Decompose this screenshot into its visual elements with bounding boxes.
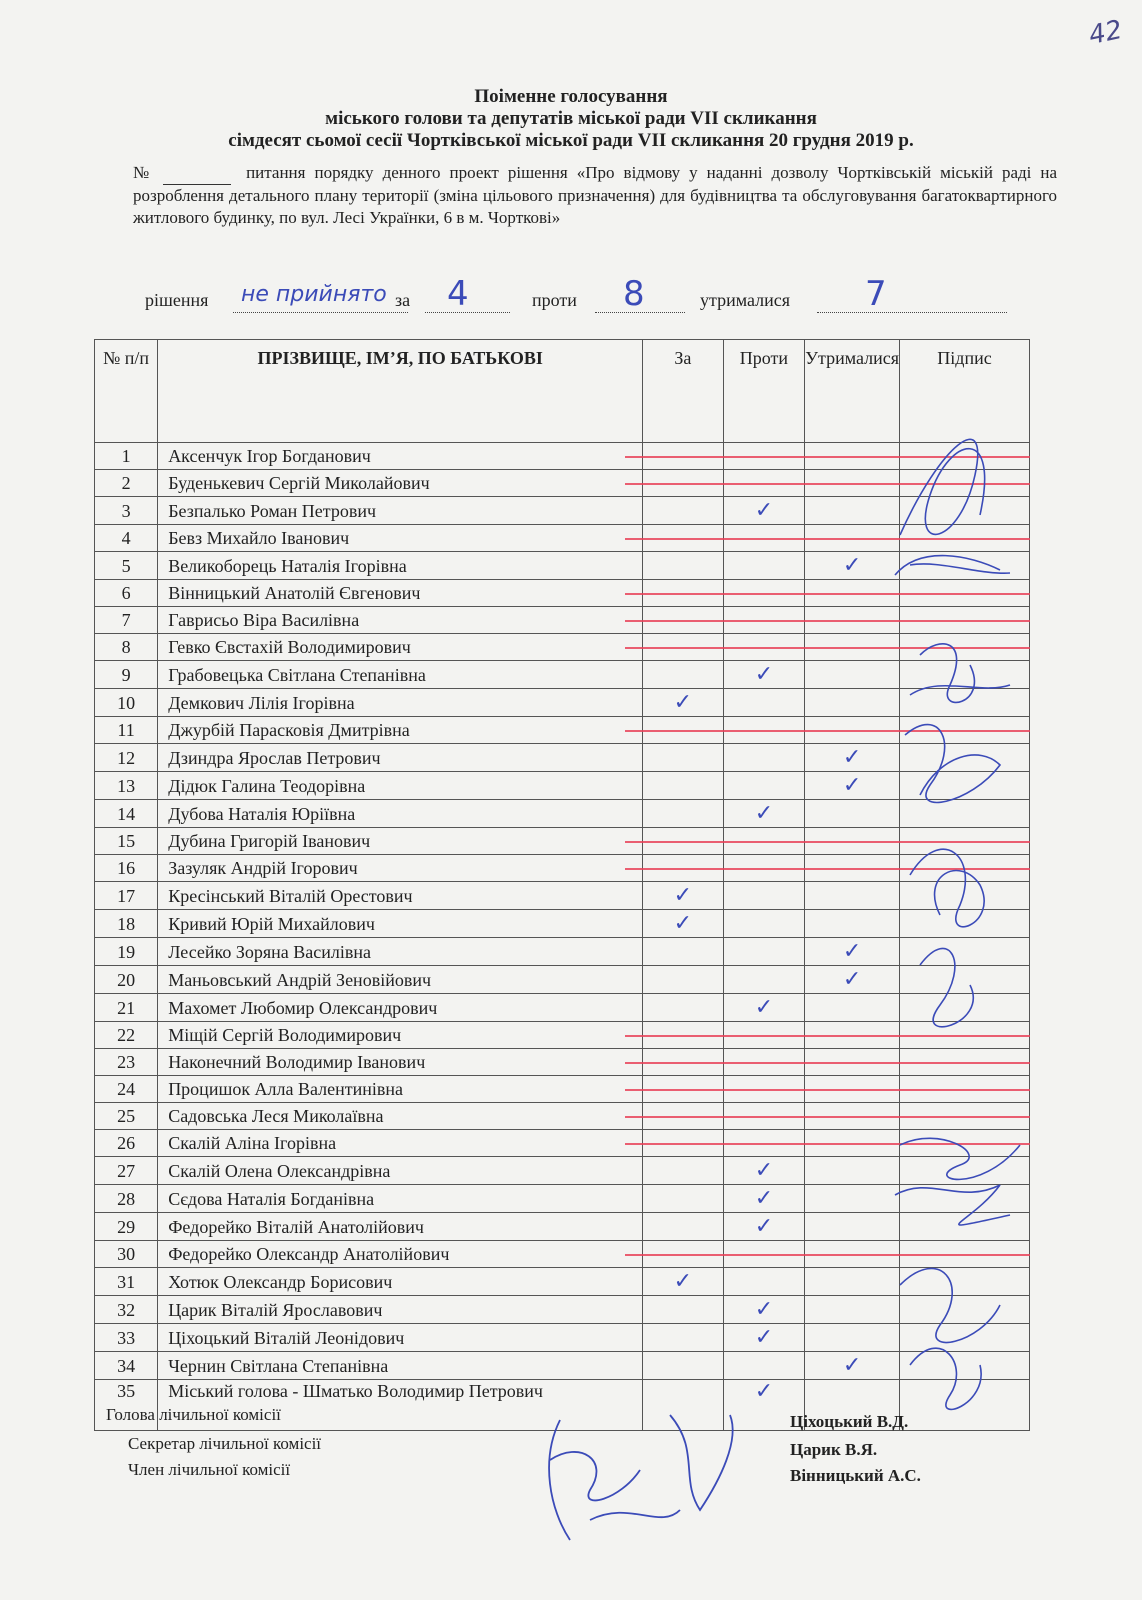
footer-name-chairman: Ціхоцький В.Д. (790, 1412, 909, 1431)
document-title: Поіменне голосування (474, 86, 668, 107)
header-line-3: сімдесят сьомої сесії Чортківської міської ради VII скликання 20 грудня 2019 р. (228, 130, 914, 151)
check-mark-icon: ✓ (754, 1325, 774, 1350)
page-number: 42 (1086, 14, 1125, 52)
document-header (0, 86, 1142, 152)
row-vote-proty (723, 938, 805, 966)
row-number: 30 (95, 1241, 158, 1268)
row-number: 21 (95, 994, 158, 1022)
row-name: Кресінський Віталій Орестович (158, 882, 643, 910)
check-mark-icon: ✓ (754, 995, 774, 1020)
row-number: 10 (95, 689, 158, 717)
row-number: 27 (95, 1157, 158, 1185)
row-vote-za (643, 1324, 723, 1352)
row-number: 16 (95, 855, 158, 882)
row-vote-proty (723, 1157, 805, 1185)
row-name: Грабовецька Світлана Степанівна (158, 661, 643, 689)
row-number: 3 (95, 497, 158, 525)
row-number: 18 (95, 910, 158, 938)
row-vote-za (643, 910, 723, 938)
col-header-utr: Утрималися (805, 340, 900, 443)
decision-line (145, 274, 1035, 320)
row-name: Зазуляк Андрій Ігорович (158, 855, 643, 882)
row-vote-za (643, 1185, 723, 1213)
row-number: 22 (95, 1022, 158, 1049)
row-name: Наконечний Володимир Іванович (158, 1049, 643, 1076)
row-name: Маньовський Андрій Зеновійович (158, 966, 643, 994)
row-vote-proty (723, 1268, 805, 1296)
proty-count: 8 (623, 274, 645, 314)
row-name: Сєдова Наталія Богданівна (158, 1185, 643, 1213)
check-mark-icon: ✓ (673, 883, 693, 908)
footer-role-secretary: Секретар лічильної комісії (128, 1434, 322, 1453)
row-name: Садовська Леся Миколаївна (158, 1103, 643, 1130)
footer-role-chairman: Голова лічильної комісії (106, 1405, 281, 1424)
question-number-label: № (133, 163, 154, 182)
row-vote-za (643, 882, 723, 910)
row-vote-proty (723, 994, 805, 1022)
row-vote-za (643, 938, 723, 966)
row-number: 33 (95, 1324, 158, 1352)
row-vote-proty (723, 1213, 805, 1241)
row-number: 1 (95, 443, 158, 470)
utr-label: утрималися (700, 290, 791, 310)
row-vote-za (643, 800, 723, 828)
check-mark-icon: ✓ (842, 773, 862, 798)
decision-result-blank (233, 312, 408, 313)
utr-count: 7 (865, 274, 887, 314)
question-number-blank (163, 162, 231, 185)
row-name: Дзиндра Ярослав Петрович (158, 744, 643, 772)
check-mark-icon: ✓ (842, 1353, 862, 1378)
row-name: Процишок Алла Валентинівна (158, 1076, 643, 1103)
row-number: 9 (95, 661, 158, 689)
row-name: Федорейко Олександр Анатолійович (158, 1241, 643, 1268)
row-name: Ціхоцький Віталій Леонідович (158, 1324, 643, 1352)
row-vote-proty (723, 497, 805, 525)
footer-name-member: Вінницький А.С. (790, 1466, 921, 1485)
row-name: Великоборець Наталія Ігорівна (158, 552, 643, 580)
check-mark-icon: ✓ (673, 690, 693, 715)
row-name: Дубова Наталія Юріївна (158, 800, 643, 828)
row-name: Демкович Лілія Ігорівна (158, 689, 643, 717)
row-name: Кривий Юрій Михайлович (158, 910, 643, 938)
row-number: 24 (95, 1076, 158, 1103)
row-number: 5 (95, 552, 158, 580)
check-mark-icon: ✓ (842, 745, 862, 770)
row-vote-za (643, 689, 723, 717)
row-vote-proty (723, 661, 805, 689)
row-number: 12 (95, 744, 158, 772)
za-count: 4 (447, 274, 469, 314)
row-vote-proty (723, 882, 805, 910)
col-header-name: ПРІЗВИЩЕ, ІМ’Я, ПО БАТЬКОВІ (158, 340, 643, 443)
check-mark-icon: ✓ (754, 801, 774, 826)
row-number: 32 (95, 1296, 158, 1324)
row-vote-proty (723, 689, 805, 717)
row-name: Гаврисьо Віра Василівна (158, 607, 643, 634)
col-header-num: № п/п (95, 340, 158, 443)
row-number: 25 (95, 1103, 158, 1130)
footer-signatures (530, 1400, 770, 1550)
footer-name-secretary: Царик В.Я. (790, 1440, 878, 1459)
row-number: 35 (95, 1380, 158, 1431)
col-header-proty: Проти (723, 340, 805, 443)
row-number: 6 (95, 580, 158, 607)
row-vote-proty (723, 1352, 805, 1380)
footer-role-member: Член лічильної комісії (128, 1460, 291, 1479)
check-mark-icon: ✓ (754, 1379, 774, 1404)
row-name: Міщій Сергій Володимирович (158, 1022, 643, 1049)
row-name: Скалій Олена Олександрівна (158, 1157, 643, 1185)
row-number: 17 (95, 882, 158, 910)
row-name: Буденькевич Сергій Миколайович (158, 470, 643, 497)
row-vote-proty (723, 966, 805, 994)
row-vote-proty (723, 744, 805, 772)
row-number: 34 (95, 1352, 158, 1380)
proty-label: проти (532, 290, 577, 310)
row-number: 23 (95, 1049, 158, 1076)
row-vote-proty (723, 1296, 805, 1324)
row-vote-za (643, 1268, 723, 1296)
col-header-signature: Підпис (900, 340, 1030, 443)
row-vote-za (643, 966, 723, 994)
row-vote-za (643, 1296, 723, 1324)
col-header-za: За (643, 340, 723, 443)
check-mark-icon: ✓ (754, 1297, 774, 1322)
check-mark-icon: ✓ (754, 498, 774, 523)
row-name: Міський голова - Шматько Володимир Петрович (158, 1380, 643, 1431)
check-mark-icon: ✓ (754, 1214, 774, 1239)
row-name: Хотюк Олександр Борисович (158, 1268, 643, 1296)
row-vote-proty (723, 1324, 805, 1352)
row-name: Аксенчук Ігор Богданович (158, 443, 643, 470)
check-mark-icon: ✓ (754, 1186, 774, 1211)
row-vote-proty (723, 800, 805, 828)
row-number: 26 (95, 1130, 158, 1157)
check-mark-icon: ✓ (754, 662, 774, 687)
header-line-2: міського голови та депутатів міської ради VII скликання (325, 108, 817, 129)
row-number: 4 (95, 525, 158, 552)
row-vote-za (643, 661, 723, 689)
row-name: Лесейко Зоряна Василівна (158, 938, 643, 966)
row-number: 2 (95, 470, 158, 497)
row-vote-proty (723, 1185, 805, 1213)
row-vote-za (643, 497, 723, 525)
row-name: Царик Віталій Ярославович (158, 1296, 643, 1324)
row-number: 13 (95, 772, 158, 800)
row-number: 29 (95, 1213, 158, 1241)
row-name: Дубина Григорій Іванович (158, 828, 643, 855)
check-mark-icon: ✓ (842, 939, 862, 964)
decision-label: рішення (145, 290, 209, 310)
row-vote-proty (723, 552, 805, 580)
row-vote-za (643, 1157, 723, 1185)
row-vote-za (643, 994, 723, 1022)
row-name: Бевз Михайло Іванович (158, 525, 643, 552)
row-number: 7 (95, 607, 158, 634)
row-vote-za (643, 552, 723, 580)
check-mark-icon: ✓ (754, 1158, 774, 1183)
row-number: 11 (95, 717, 158, 744)
decision-result-handwritten: не прийнято (241, 282, 387, 307)
row-number: 28 (95, 1185, 158, 1213)
row-number: 31 (95, 1268, 158, 1296)
check-mark-icon: ✓ (673, 911, 693, 936)
row-number: 14 (95, 800, 158, 828)
row-name: Дідюк Галина Теодорівна (158, 772, 643, 800)
row-vote-za (643, 1213, 723, 1241)
signature-scribbles (880, 405, 1040, 1455)
row-number: 20 (95, 966, 158, 994)
row-name: Скалій Аліна Ігорівна (158, 1130, 643, 1157)
row-vote-proty (723, 772, 805, 800)
row-number: 15 (95, 828, 158, 855)
row-name: Вінницький Анатолій Євгенович (158, 580, 643, 607)
row-name: Чернин Світлана Степанівна (158, 1352, 643, 1380)
row-name: Гевко Євстахій Володимирович (158, 634, 643, 661)
row-vote-za (643, 1352, 723, 1380)
row-vote-proty (723, 910, 805, 938)
za-label: за (395, 290, 411, 310)
check-mark-icon: ✓ (842, 553, 862, 578)
row-name: Джурбій Парасковія Дмитрівна (158, 717, 643, 744)
check-mark-icon: ✓ (842, 967, 862, 992)
question-text: питання порядку денного проект рішення «Про відмову у наданні дозволу Чортківській міській раді на розроблення детального плану території (зміна цільового призначення) для будівництва та обслуговування багатоквартирного житлового будинку, по вул. Лесі Українки, 6 в м. Чорткові» (133, 163, 1058, 227)
row-number: 19 (95, 938, 158, 966)
row-number: 8 (95, 634, 158, 661)
row-vote-za (643, 772, 723, 800)
check-mark-icon: ✓ (673, 1269, 693, 1294)
utr-blank (817, 312, 1007, 313)
row-name: Федорейко Віталій Анатолійович (158, 1213, 643, 1241)
question-text-block (133, 162, 1057, 229)
row-name: Безпалько Роман Петрович (158, 497, 643, 525)
row-name: Махомет Любомир Олександрович (158, 994, 643, 1022)
row-vote-za (643, 744, 723, 772)
